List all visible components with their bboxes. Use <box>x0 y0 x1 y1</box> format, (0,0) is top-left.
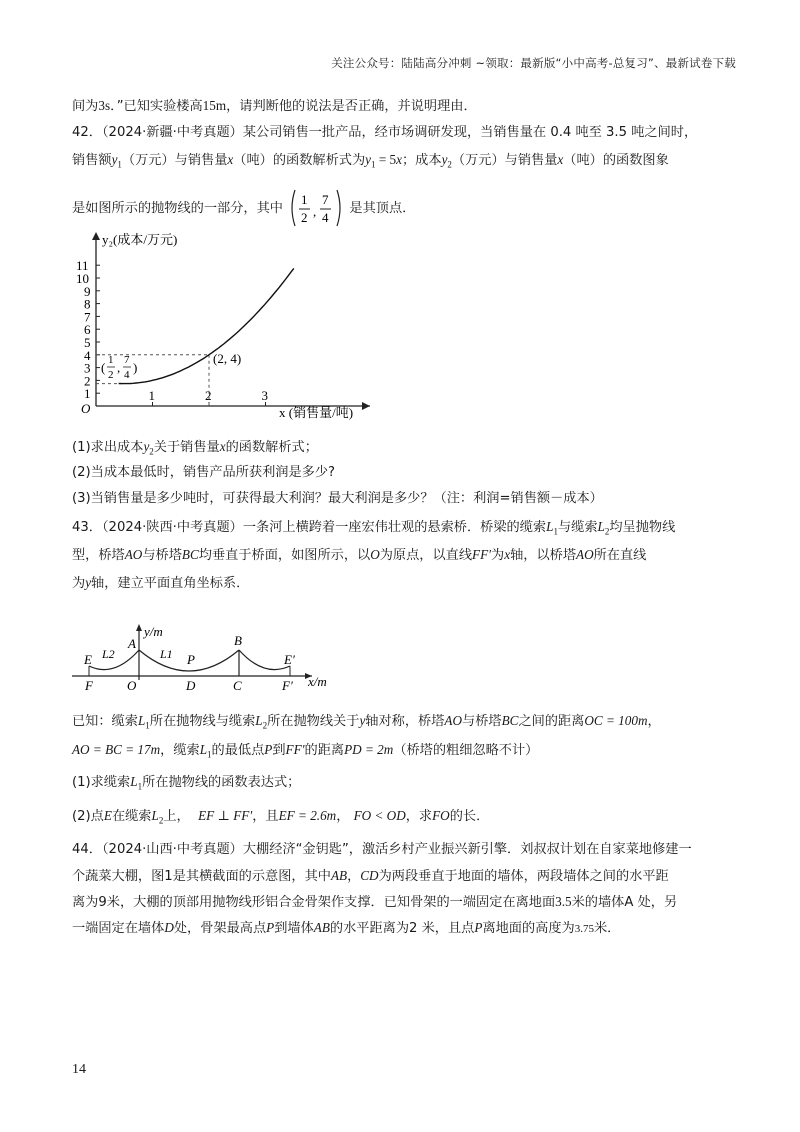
svg-text:1: 1 <box>108 354 114 366</box>
q42-line1: 42．（2024·新疆·中考真题）某公司销售一批产品，经市场调研发现，当销售量在 0.4 吨至 3.5 吨之间时， <box>72 125 698 140</box>
q42-sub2: (2)当成本最低时，销售产品所获利润是多少? <box>72 465 336 480</box>
y-tick-label: 1 <box>84 386 91 402</box>
x-tick-label: 2 <box>205 388 212 403</box>
svg-text:7: 7 <box>322 192 329 207</box>
q44-line3: 离为9米，大棚的顶部用抛物线形铝合金骨架作支撑．已知骨架的一端固定在离地面3.5米的墙体A 处，另 <box>72 894 678 910</box>
vertex-fraction <box>287 188 345 228</box>
point-2-4-label: (2, 4) <box>213 350 242 366</box>
vertex-label <box>101 354 137 381</box>
q43-sub1: (1)求缆索$L_1$所在抛物线的函数表达式； <box>72 774 301 792</box>
y-axis-arrow <box>136 624 142 631</box>
y-tick-label: 11 <box>76 258 89 274</box>
svg-text:2: 2 <box>108 369 114 381</box>
y-axis-arrow <box>92 232 100 240</box>
svg-text:4: 4 <box>322 210 329 225</box>
y-tick-label: 6 <box>84 322 91 338</box>
q43-line3: 为y轴，建立平面直角坐标系． <box>72 575 250 591</box>
x-axis-arrow <box>362 402 370 410</box>
y-tick-label: 7 <box>84 309 91 325</box>
y-tick-label: 5 <box>84 335 91 350</box>
q43-sub2: (2)点E在缆索$L_2$上， EF ⊥ FF′，且EF = 2.6m， FO < OD，求FO的长． <box>72 808 490 826</box>
q43-line2: 型，桥塔AO与桥塔BC均垂直于桥面，如图所示，以O为原点，以直线FF′为x轴，以桥塔AO所在直线 <box>72 547 647 563</box>
y-tick-label: 9 <box>84 283 91 299</box>
label-p: P <box>187 652 195 667</box>
x-tick-label: 3 <box>261 388 268 403</box>
label-f-prime: F′ <box>282 678 293 693</box>
label-l2: L2 <box>102 647 115 661</box>
y-tick-label: 4 <box>84 347 91 363</box>
svg-text:,: , <box>313 204 317 219</box>
label-a: A <box>128 636 136 651</box>
cost-parabola-chart <box>70 226 400 426</box>
svg-text:): ) <box>133 360 138 375</box>
q43-known2: AO = BC = 17m，缆索$L_1$的最低点P到FF′的距离PD = 2m（桥塔的粗细忽略不计） <box>72 742 539 760</box>
cable-right <box>239 650 290 670</box>
bridge-figure <box>72 616 342 696</box>
q44-line1: 44．（2024·山西·中考真题）大棚经济“金钥匙”，激活乡村产业振兴新引擎．刘叔叔计划在自家菜地修建一 <box>72 842 692 857</box>
prev-question-tail: 间为3s．”已知实验楼高15m，请判断他的说法是否正确，并说明理由． <box>72 98 477 114</box>
q43-line1: 43．（2024·陕西·中考真题）一条河上横跨着一座宏伟壮观的悬索桥．桥梁的缆索$L_1$与缆索$L_2$均呈抛物线 <box>72 519 676 537</box>
y-tick-label: 10 <box>76 271 89 286</box>
origin-label: O <box>81 401 91 416</box>
label-e: E <box>84 652 92 667</box>
svg-text:,: , <box>117 360 121 375</box>
q42-line3: 是如图所示的抛物线的一部分，其中 1 2 , 7 4 是其顶点． <box>72 188 415 228</box>
y-tick-label: 3 <box>84 360 91 376</box>
y-axis-label: y₂(成本/万元) <box>102 232 178 247</box>
x-axis-label: x/m <box>308 674 327 689</box>
y-tick-label: 8 <box>84 296 91 312</box>
cost-curve <box>119 268 294 383</box>
label-e-prime: E′ <box>284 652 295 667</box>
x-axis-label: x (销售量/吨) <box>279 405 354 420</box>
label-f: F <box>85 678 93 693</box>
label-d: D <box>186 678 196 693</box>
svg-text:4: 4 <box>124 369 130 381</box>
label-o: O <box>127 678 137 693</box>
label-c: C <box>233 678 242 693</box>
q44-number: 44 <box>72 842 89 857</box>
y-axis-label: y/m <box>144 624 163 639</box>
q43-known1: 已知：缆索$L_1$所在抛物线与缆索$L_2$所在抛物线关于y轴对称，桥塔AO与桥塔BC之间的距离OC = 100m， <box>72 713 661 731</box>
svg-text:2: 2 <box>301 210 308 225</box>
y-tick-label: 2 <box>84 373 91 389</box>
label-l1: L1 <box>160 647 173 661</box>
page-header: 关注公众号：陆陆高分冲刺 ~领取：最新版“小中高考-总复习”、最新试卷下载 <box>331 56 736 70</box>
q44-line2: 个蔬菜大棚，图1是其横截面的示意图，其中AB，CD为两段垂直于地面的墙体，两段墙体之间的水平距 <box>72 868 669 884</box>
q43-number: 43 <box>72 520 89 535</box>
label-b: B <box>234 633 242 648</box>
q42-sub1: (1)求出成本$y_2$关于销售量x的函数解析式； <box>72 439 318 457</box>
q42-number: 42 <box>72 125 89 140</box>
svg-text:1: 1 <box>301 192 308 207</box>
q44-line4: 一端固定在墙体D处，骨架最高点P到墙体AB的水平距离为2 米，且点P离地面的高度为3.75米． <box>72 920 621 936</box>
svg-text:(: ( <box>101 360 106 375</box>
svg-text:7: 7 <box>124 354 130 366</box>
x-tick-label: 1 <box>148 388 155 403</box>
page-number: 14 <box>72 1062 86 1077</box>
q42-sub3: (3)当销售量是多少吨时，可获得最大利润？最大利润是多少？（注：利润=销售额－成本） <box>72 491 603 506</box>
q42-line2: 销售额$y_1$（万元）与销售量x（吨）的函数解析式为$y_1 = 5x$；成本$y_2$（万元）与销售量x（吨）的函数图象 <box>72 152 669 170</box>
